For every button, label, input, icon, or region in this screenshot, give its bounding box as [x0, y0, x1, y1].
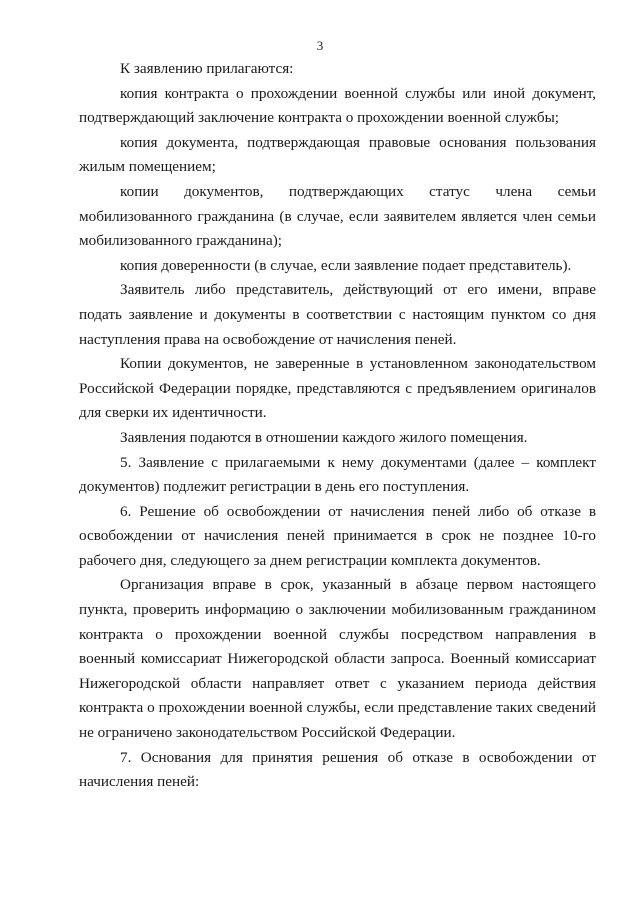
- paragraph-item-5: 5. Заявление с прилагаемыми к нему документами (далее – комплект документов) подлежит регистрации в день его поступления.: [79, 453, 596, 496]
- page-number: 3: [316, 38, 324, 53]
- paragraph-housing-document: копия документа, подтверждающая правовые основания пользования жилым помещением;: [79, 133, 596, 176]
- paragraph-copies-certification: Копии документов, не заверенные в установленном законодательством Российской Федерации порядке, представляются с предъявлением оригиналов для сверки их идентичности.: [79, 355, 596, 422]
- paragraph-power-of-attorney: копия доверенности (в случае, если заявление подает представитель).: [120, 256, 572, 274]
- paragraph-per-dwelling: Заявления подаются в отношении каждого жилого помещения.: [120, 428, 528, 446]
- document-body: [79, 57, 596, 795]
- paragraph-applicant-rights: Заявитель либо представитель, действующий от его имени, вправе подать заявление и документы в соответствии с настоящим пунктом со дня наступления права на освобождение от начисления пеней.: [79, 281, 596, 348]
- paragraph-family-status: копии документов, подтверждающих статус члена семьи мобилизованного гражданина (в случае, если заявителем является член семьи мобилизованного гражданина);: [79, 182, 596, 250]
- paragraph-organization-check: Организация вправе в срок, указанный в абзаце первом настоящего пункта, проверить информацию о заключении мобилизованным гражданином контракта о прохождении военной службы посредством направления в военный комиссариат Нижегородской области запроса. Военный комиссариат Нижегородской области направляет ответ с указанием периода действия контракта о прохождении военной службы, если представление таких сведений не ограничено законодательством Российской Федерации.: [79, 576, 596, 742]
- paragraph-item-7: 7. Основания для принятия решения об отказе в освобождении от начисления пеней:: [79, 748, 596, 791]
- paragraph-contract-copy: копия контракта о прохождении военной службы или иной документ, подтверждающий заключение контракта о прохождении военной службы;: [79, 84, 596, 127]
- paragraph-attachments-heading: К заявлению прилагаются:: [120, 60, 294, 77]
- paragraph-item-6: 6. Решение об освобождении от начисления пеней либо об отказе в освобождении от начисления пеней принимается в срок не позднее 10-го рабочего дня, следующего за днем регистрации комплекта документов.: [79, 502, 596, 569]
